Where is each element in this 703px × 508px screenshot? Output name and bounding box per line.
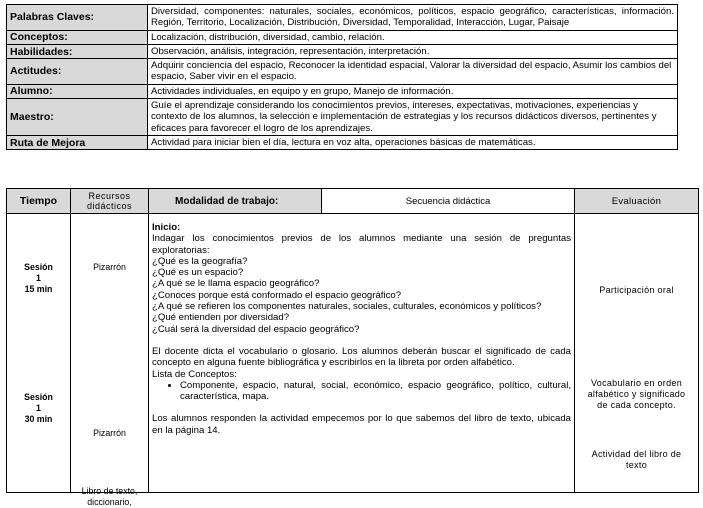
header-secuencia: Secuencia didáctica	[322, 189, 575, 214]
summary-row	[7, 44, 678, 58]
summary-row	[7, 135, 678, 149]
activity-closing: Los alumnos responden la actividad empecemos por lo que sabemos del libro de texto, ubicada en la página 14.	[152, 413, 571, 436]
plan-body-row	[7, 214, 699, 493]
recursos-cell	[71, 214, 149, 507]
concepts-item: • Componente, espacio, natural, social, económico, espacio geográfico, político, cultural, característica, mapa.	[180, 380, 571, 403]
resource-item: Libro de texto,	[81, 486, 138, 496]
summary-row	[7, 84, 678, 98]
header-evaluacion: Evaluación	[575, 189, 699, 214]
header-recursos: Recursos didácticos	[71, 189, 149, 214]
summary-label: Actitudes:	[7, 59, 148, 85]
question-item: ¿A qué se le llama espacio geográfico?	[152, 278, 320, 290]
summary-label: Maestro:	[7, 99, 148, 136]
summary-value: Diversidad, componentes: naturales, sociales, económicos, políticos, espacio geográfico, características, información. Región, Territorio, Localización, Distribución, Diversidad, Temporalidad, Interacción, Lugar, Paisaje	[148, 5, 678, 31]
activity-dictation: El docente dicta el vocabulario o glosario. Los alumnos deberán buscar el significado de cada concepto en alguna fuente bibliográfica y escribirlos en la libreta por orden alfabético.	[152, 345, 571, 369]
resource-item: Pizarrón	[93, 262, 126, 272]
question-list	[152, 256, 571, 335]
question-item: ¿Cuál será la diversidad del espacio geográfico?	[152, 323, 360, 335]
summary-row	[7, 30, 678, 44]
lesson-plan-table	[6, 188, 699, 507]
concepts-title: Lista de Conceptos:	[152, 368, 237, 380]
summary-label: Ruta de Mejora	[7, 135, 148, 149]
session-1-label: Sesión	[24, 262, 53, 272]
summary-label: Conceptos:	[7, 30, 148, 44]
concepts-list	[152, 380, 571, 403]
question-item: ¿Qué entienden por diversidad?	[152, 312, 290, 324]
summary-value: Actividades individuales, en equipo y en grupo, Manejo de información.	[148, 84, 678, 98]
summary-row	[7, 59, 678, 85]
session-2-label: Sesión	[24, 392, 53, 402]
summary-value: Guíe el aprendizaje considerando los conocimientos previos, intereses, expectativas, motivaciones, experiencias y contexto de los alumnos, la selección e implementación de estrategias y los recursos didácticos diversos, pertinentes y eficaces para favorecer el logro de los aprendizajes.	[148, 99, 678, 136]
question-item: ¿A qué se refieren los componentes naturales, sociales, culturales, económicos y políticos?	[152, 301, 542, 313]
summary-value: Adquirir conciencia del espacio, Reconocer la identidad espacial, Valorar la diversidad del espacio, Asumir los cambios del espacio, Saber vivir en el espacio.	[148, 59, 678, 85]
header-modalidad: Modalidad de trabajo:	[149, 189, 322, 214]
evaluation-item: Actividad del libro de texto	[591, 449, 682, 470]
question-item: ¿Conoces porque está conformado el espacio geográfico?	[152, 289, 402, 301]
evaluation-item: Participación oral	[599, 285, 674, 295]
header-tiempo: Tiempo	[7, 189, 71, 214]
activity-heading: Inicio:	[152, 222, 181, 233]
summary-row	[7, 5, 678, 31]
plan-header-row	[7, 189, 699, 214]
summary-table	[6, 4, 678, 150]
summary-value: Actividad para iniciar bien el día, lectura en voz alta, operaciones básicas de matemáticas.	[148, 135, 678, 149]
session-1-duration: 15 min	[24, 284, 53, 294]
question-item: ¿Qué es la geografía?	[152, 255, 248, 267]
actividad-cell	[149, 214, 575, 493]
summary-value: Observación, análisis, integración, representación, interpretación.	[148, 44, 678, 58]
summary-row	[7, 99, 678, 136]
summary-label: Habilidades:	[7, 44, 148, 58]
session-2-number: 1	[36, 403, 41, 413]
session-2-duration: 30 min	[24, 414, 53, 424]
summary-label: Palabras Claves:	[7, 5, 148, 31]
activity-intro: Indagar los conocimientos previos de los alumnos mediante una sesión de preguntas exploratorias:	[152, 233, 571, 256]
resource-item: Pizarrón	[93, 428, 126, 438]
session-1-number: 1	[36, 273, 41, 283]
summary-label: Alumno:	[7, 84, 148, 98]
summary-value: Localización, distribución, diversidad, cambio, relación.	[148, 30, 678, 44]
evaluation-item: Vocabulario en orden alfabético y significado de cada concepto.	[587, 378, 686, 410]
tiempo-cell	[7, 214, 71, 493]
evaluacion-cell	[575, 214, 699, 493]
resource-item: diccionario,	[87, 497, 132, 507]
question-item: ¿Qué es un espacio?	[152, 267, 244, 279]
